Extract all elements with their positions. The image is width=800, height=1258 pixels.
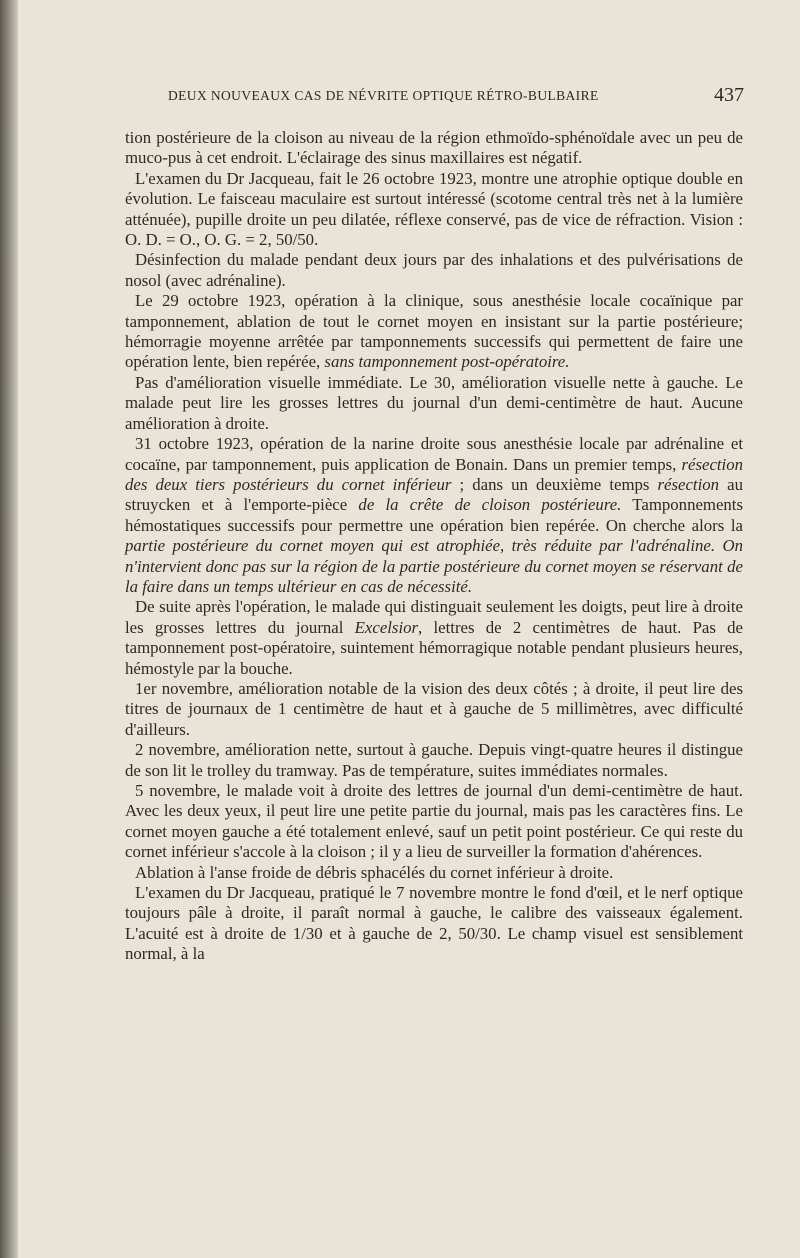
text-segment: 31 octobre 1923, opération de la narine droite sous anesthésie locale par adrénaline et cocaïne, par tamponnement, puis application de Bonain. Dans un premier temps, bbox=[125, 434, 743, 474]
text-segment: , lettres de 2 centimètres de haut. Pas de tamponnement post-opératoire, suintement hémorragique notable pendant plusieurs heures, hémostyle par la bouche. bbox=[125, 617, 743, 678]
text-segment: ; dans un deuxième temps bbox=[451, 474, 658, 494]
paragraph bbox=[125, 373, 743, 434]
page-number: 437 bbox=[714, 84, 744, 106]
text-segment: De suite après l'opération, le malade qui distinguait seulement les doigts, peut lire à droite les grosses lettres du journal bbox=[125, 597, 743, 637]
paragraph bbox=[125, 597, 743, 679]
paragraph bbox=[125, 169, 743, 251]
text-segment: 1er novembre, amélioration notable de la vision des deux côtés ; à droite, il peut lire des titres de journaux de 1 centimètre de haut et à gauche de 5 millimètres, avec difficulté d'ailleurs. bbox=[125, 678, 743, 739]
text-segment: Le 29 octobre 1923, opération à la clinique, sous anesthésie locale cocaïnique par tamponnement, ablation de tout le cornet moyen en insistant sur la partie postérieure; hémorragie moyenne arrêtée par tamponnements successifs qui permettent de faire une opération lente, bien repérée, bbox=[125, 291, 743, 372]
text-segment: L'examen du Dr Jacqueau, pratiqué le 7 novembre montre le fond d'œil, et le nerf optique toujours pâle à droite, il paraît normal à gauche, le calibre des vaisseaux également. L'acuité est à droite de 1/30 et à gauche de 2, 50/30. Le champ visuel est sensiblement normal, à la bbox=[125, 883, 743, 964]
italic-text: résection bbox=[657, 474, 720, 494]
text-segment: Ablation à l'anse froide de débris sphacélés du cornet inférieur à droite. bbox=[135, 862, 614, 882]
italic-text: partie postérieure du cornet moyen qui est atrophiée, très réduite par l'adrénaline. On n'intervient donc pas sur la région de la partie postérieure du cornet moyen se réservant de la faire dans un temps ultérieur en cas de nécessité. bbox=[125, 536, 743, 596]
book-page bbox=[18, 0, 800, 1258]
paragraph bbox=[125, 250, 743, 291]
text-segment: Désinfection du malade pendant deux jours par des inhalations et des pulvérisations de nosol (avec adrénaline). bbox=[125, 250, 743, 290]
text-segment: Tamponnements hémostatiques successifs pour permettre une opération bien repérée. On cherche alors la bbox=[125, 495, 743, 535]
text-segment: L'examen du Dr Jacqueau, fait le 26 octobre 1923, montre une atrophie optique double en évolution. Le faisceau maculaire est surtout intéressé (scotome central très net à la lumière atténuée), pupille droite un peu dilatée, réflexe conservé, pas de vice de réfraction. Vision : O. D. = O., O. G. = 2, 50/50. bbox=[125, 168, 743, 250]
italic-text: Excelsior bbox=[354, 617, 419, 637]
paragraph bbox=[125, 740, 743, 781]
book-binding-shadow bbox=[0, 0, 18, 1258]
running-title: DEUX NOUVEAUX CAS DE NÉVRITE OPTIQUE RÉTRO-BULBAIRE bbox=[168, 88, 599, 103]
body-text bbox=[125, 128, 743, 965]
italic-text: de la crête de cloison postérieure. bbox=[358, 495, 622, 515]
paragraph bbox=[125, 434, 743, 597]
paragraph bbox=[125, 128, 743, 169]
paragraph bbox=[125, 291, 743, 373]
paragraph bbox=[125, 863, 743, 883]
paragraph bbox=[125, 781, 743, 863]
text-segment: Pas d'amélioration visuelle immédiate. Le 30, amélioration visuelle nette à gauche. Le malade peut lire les grosses lettres du journal d'un demi-centimètre de haut. Aucune amélioration à droite. bbox=[125, 372, 743, 433]
text-segment: 2 novembre, amélioration nette, surtout à gauche. Depuis vingt-quatre heures il distingue de son lit le trolley du tramway. Pas de température, suites immédiates normales. bbox=[125, 740, 743, 780]
paragraph bbox=[125, 883, 743, 965]
paragraph bbox=[125, 679, 743, 740]
italic-text: sans tamponnement post-opératoire. bbox=[324, 352, 570, 372]
page-header bbox=[168, 84, 744, 106]
text-segment: 5 novembre, le malade voit à droite des lettres de journal d'un demi-centimètre de haut. Avec les deux yeux, il peut lire une petite partie du journal, mais pas les caractères fins. Le cornet moyen gauche a été totalement enlevé, sauf un petit point postérieur. Ce qui reste du cornet inférieur s'accole à la cloison ; il y a lieu de surveiller la formation d'ahérences. bbox=[125, 781, 743, 862]
text-segment: au struycken et à l'emporte-pièce bbox=[125, 474, 743, 515]
italic-text: résection des deux tiers postérieurs du cornet inférieur bbox=[125, 454, 743, 494]
text-segment: tion postérieure de la cloison au niveau de la région ethmoïdo-sphénoïdale avec un peu de muco-pus à cet endroit. L'éclairage des sinus maxillaires est négatif. bbox=[125, 128, 743, 168]
